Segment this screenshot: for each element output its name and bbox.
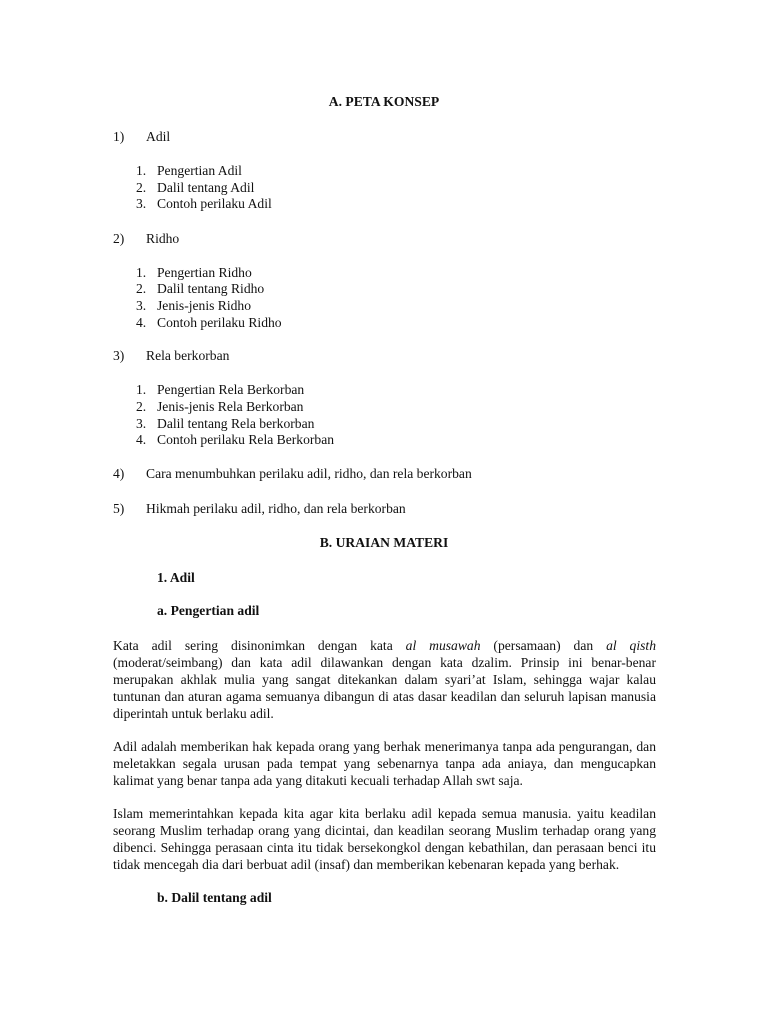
list-item: Pengertian Ridho	[157, 265, 252, 280]
subsection-title: 1. Adil	[157, 570, 195, 585]
list-item: Dalil tentang Ridho	[157, 281, 265, 296]
topic-label: Rela berkorban	[146, 348, 230, 363]
topic-number: 5)	[113, 501, 125, 516]
list-item-number: 1.	[136, 382, 147, 397]
list-item-number: 3.	[136, 416, 147, 431]
list-item-number: 1.	[136, 265, 147, 280]
topic-number: 1)	[113, 129, 125, 144]
list-item: Contoh perilaku Rela Berkorban	[157, 432, 335, 447]
list-item: Jenis-jenis Ridho	[157, 298, 252, 313]
topic-label: Hikmah perilaku adil, ridho, dan rela berkorban	[146, 501, 406, 516]
topic-label: Ridho	[146, 231, 180, 246]
list-item: Pengertian Adil	[157, 163, 242, 178]
list-item-number: 4.	[136, 315, 147, 330]
paragraph-text: Kata adil sering disinonimkan dengan kata	[113, 638, 406, 653]
italic-term: al qisth	[606, 638, 656, 653]
topic-label: Adil	[146, 129, 171, 144]
list-item: Dalil tentang Adil	[157, 180, 255, 195]
paragraph-pengertian	[113, 637, 656, 722]
list-item-number: 3.	[136, 298, 147, 313]
paragraph-text: (moderat/seimbang) dan kata adil dilawankan dengan kata dzalim. Prinsip ini benar-benar merupakan akhlak mulia yang sangat ditekankan dalam syari’at Islam, sehingga wajar kalau tuntunan dan aturan agama semuanya dibangun di atas dasar keadilan dan seluruh lapisan manusia diperintah untuk berlaku adil.	[113, 655, 656, 721]
paragraph-definisi: Adil adalah memberikan hak kepada orang yang berhak menerimanya tanpa ada pengurangan, dan meletakkan segala urusan pada tempat yang sebenarnya tanpa ada aniaya, dan mengucapkan kalimat yang benar tanpa ada yang ditakuti kecuali terhadap Allah swt saja.	[113, 739, 656, 788]
subsection-heading: b. Dalil tentang adil	[157, 890, 272, 905]
list-item-number: 2.	[136, 180, 147, 195]
paragraph-perintah: Islam memerintahkan kepada kita agar kita berlaku adil kepada semua manusia. yaitu keadilan seorang Muslim terhadap orang yang dicintai, dan keadilan seorang Muslim terhadap orang yang dibenci. Sehingga perasaan cinta itu tidak bersekongkol dengan kebathilan, dan perasaan benci itu tidak mencegah dia dari berbuat adil (insaf) dan memberikan kebenaran kepada yang berhak.	[113, 806, 656, 872]
list-item: Contoh perilaku Ridho	[157, 315, 282, 330]
subsection-heading: a. Pengertian adil	[157, 603, 260, 618]
section-a-title: A. PETA KONSEP	[328, 94, 440, 109]
section-b-title: B. URAIAN MATERI	[319, 535, 449, 550]
list-item-number: 2.	[136, 281, 147, 296]
list-item: Dalil tentang Rela berkorban	[157, 416, 315, 431]
list-item-number: 3.	[136, 196, 147, 211]
list-item: Pengertian Rela Berkorban	[157, 382, 305, 397]
paragraph-text: (persamaan) dan	[480, 638, 607, 653]
list-item-number: 2.	[136, 399, 147, 414]
italic-term: al musawah	[405, 638, 481, 653]
topic-number: 4)	[113, 466, 125, 481]
list-item: Jenis-jenis Rela Berkorban	[157, 399, 304, 414]
topic-label: Cara menumbuhkan perilaku adil, ridho, dan rela berkorban	[146, 466, 472, 481]
list-item: Contoh perilaku Adil	[157, 196, 272, 211]
topic-number: 2)	[113, 231, 125, 246]
list-item-number: 1.	[136, 163, 147, 178]
list-item-number: 4.	[136, 432, 147, 447]
topic-number: 3)	[113, 348, 125, 363]
